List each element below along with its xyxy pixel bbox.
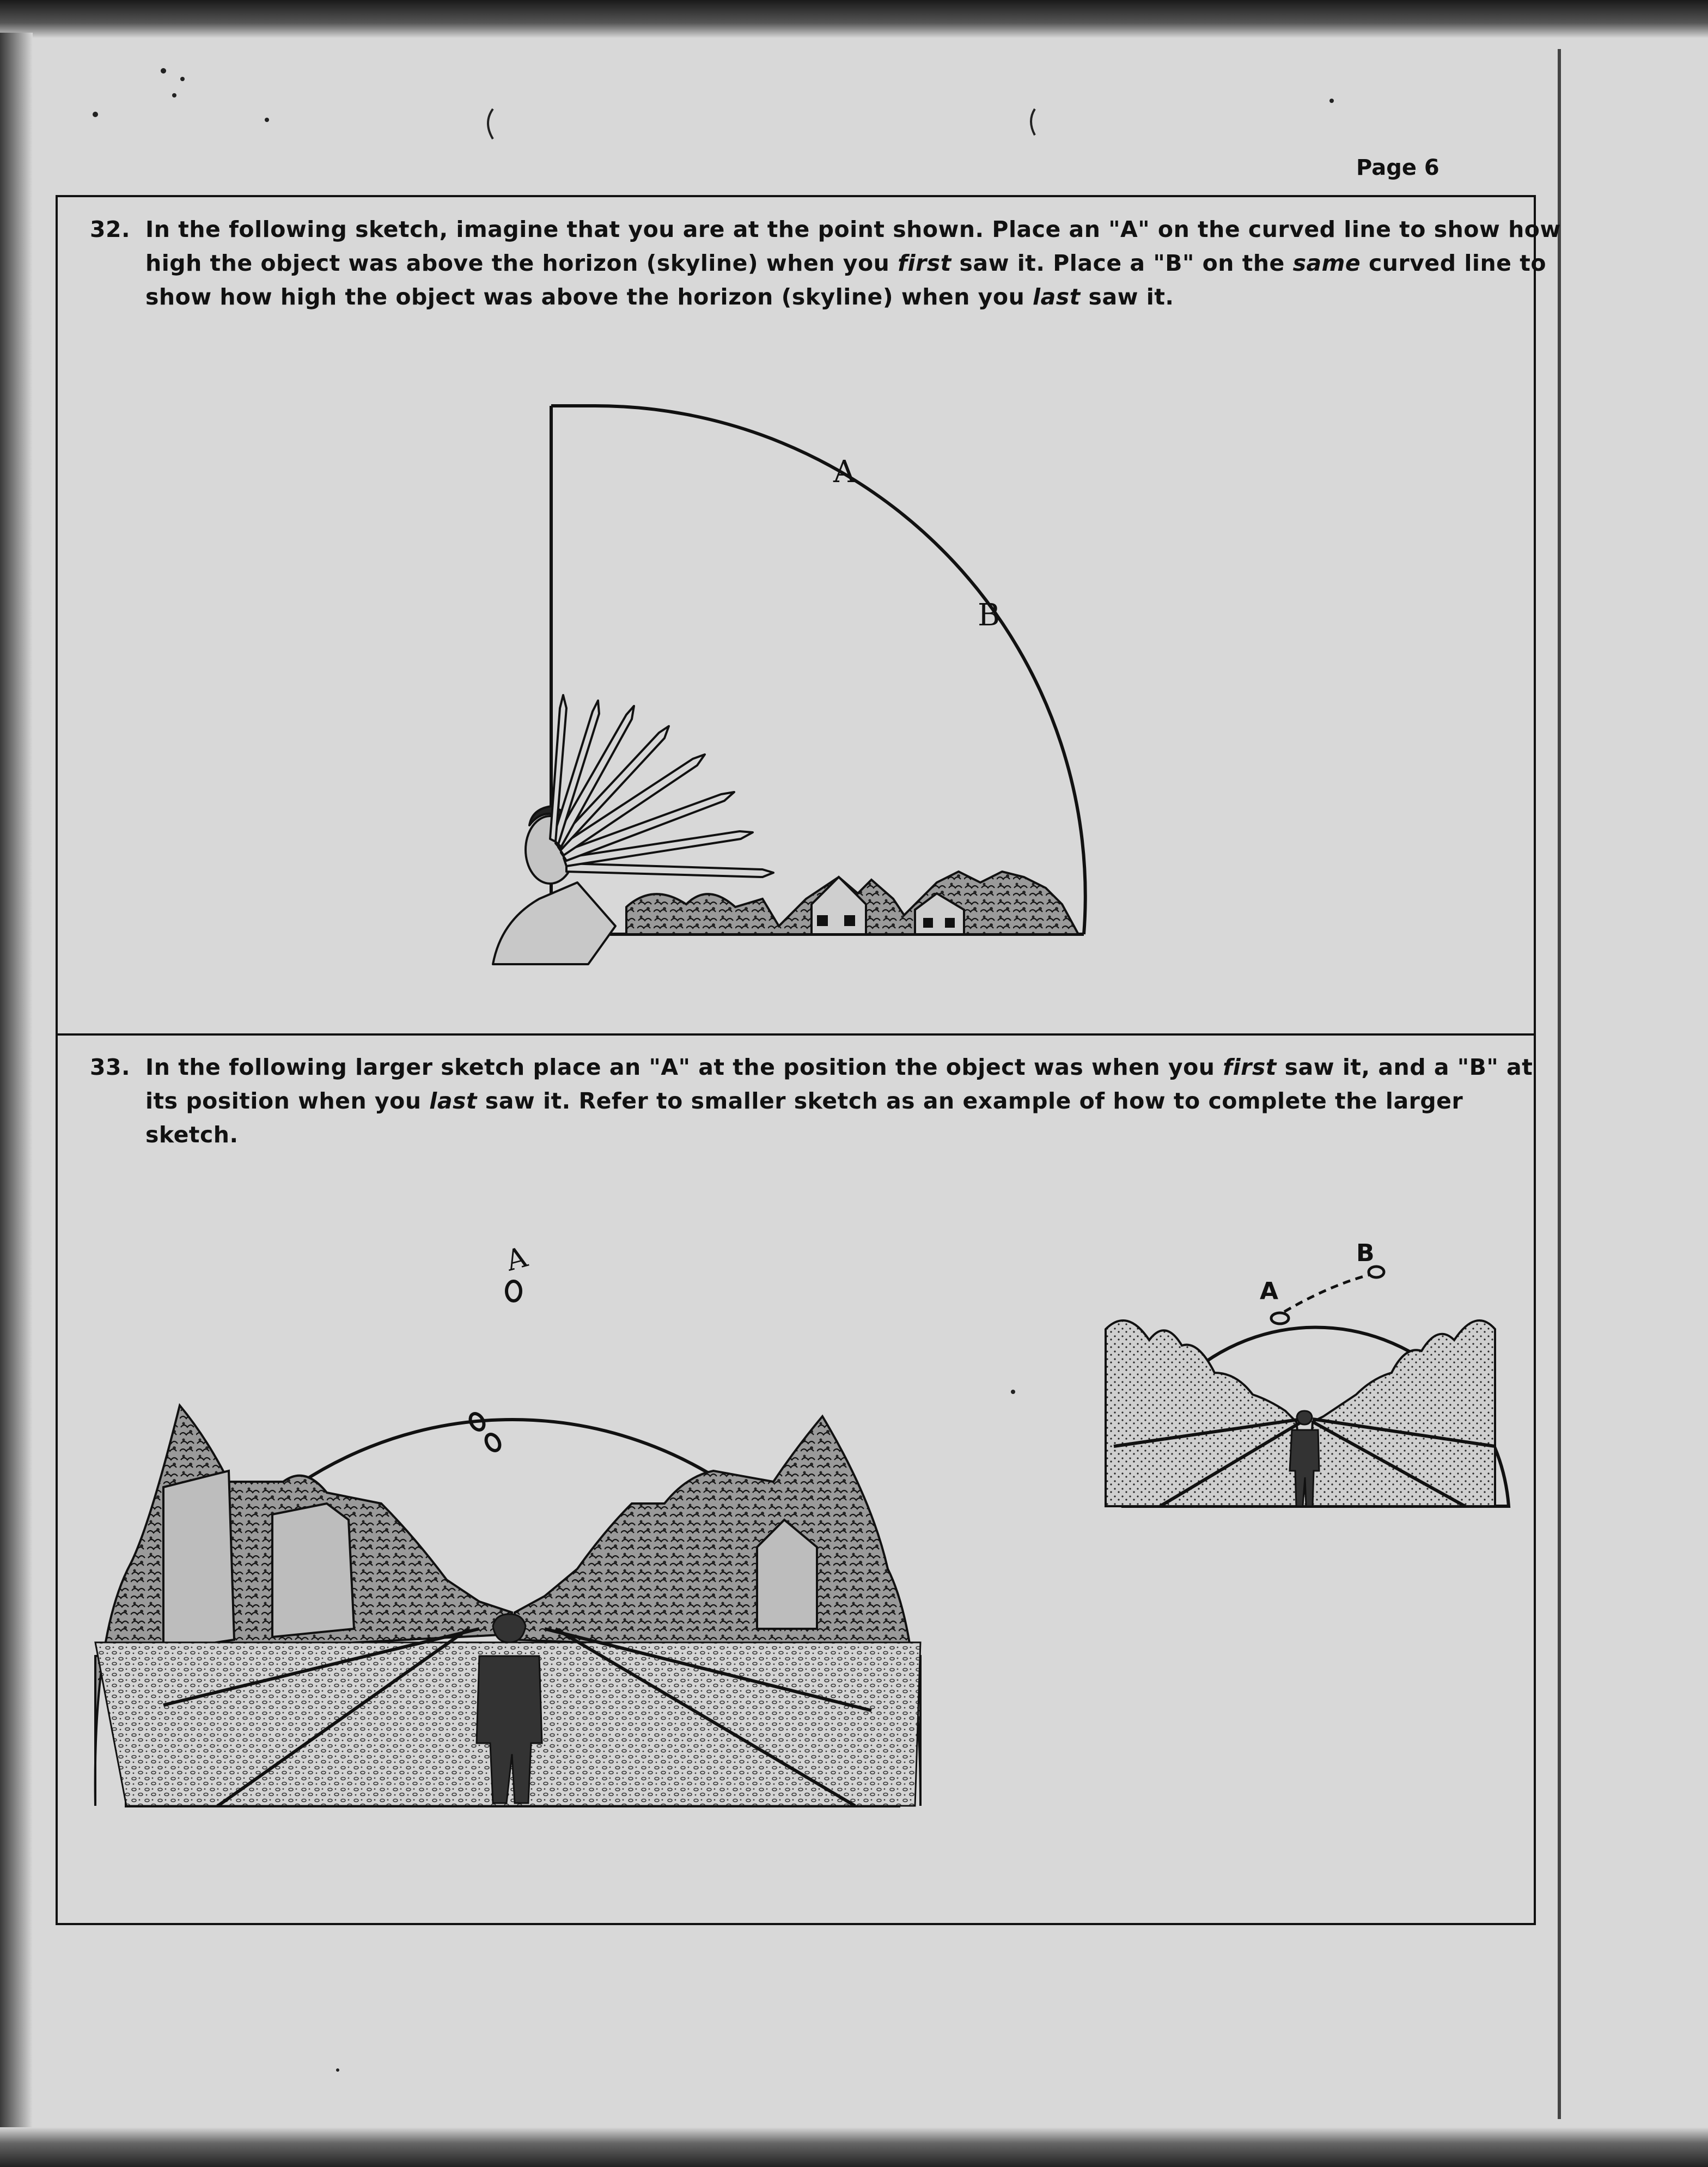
- example-label-b: B: [1356, 1239, 1375, 1267]
- answer-mark-a: A: [833, 454, 856, 490]
- question-number: 32.: [90, 216, 131, 242]
- q33-large-sky-sketch: [95, 1241, 920, 1806]
- q33-example-sketch: [1106, 1239, 1509, 1506]
- question-text: In the following larger sketch place an "A" at the position the object was when you first saw it, and a "B" at its position when you last saw it. Refer to smaller sketch as an example of how to complete the larger sketch.: [145, 1054, 1533, 1148]
- answer-mark-b: B: [978, 598, 1001, 633]
- question-number: 33.: [90, 1054, 131, 1080]
- example-path: [1284, 1275, 1370, 1312]
- hand-drawn-object-a: [507, 1281, 521, 1301]
- example-object-a: [1271, 1313, 1289, 1324]
- example-object-b: [1369, 1267, 1384, 1277]
- q32-elevation-sketch: [493, 406, 1085, 964]
- large-sketch-mark-a: A: [502, 1240, 531, 1278]
- question-text: In the following sketch, imagine that you are at the point shown. Place an "A" on the curved line to show how high the object was above the horizon (skyline) when you first saw it. Place a "B" on the same curved line to show how high the object was above the horizon (skyline) when you last saw it.: [145, 216, 1561, 310]
- skyline-houses: [626, 872, 1078, 934]
- example-label-a: A: [1260, 1277, 1279, 1305]
- page-number: Page 6: [1356, 155, 1439, 180]
